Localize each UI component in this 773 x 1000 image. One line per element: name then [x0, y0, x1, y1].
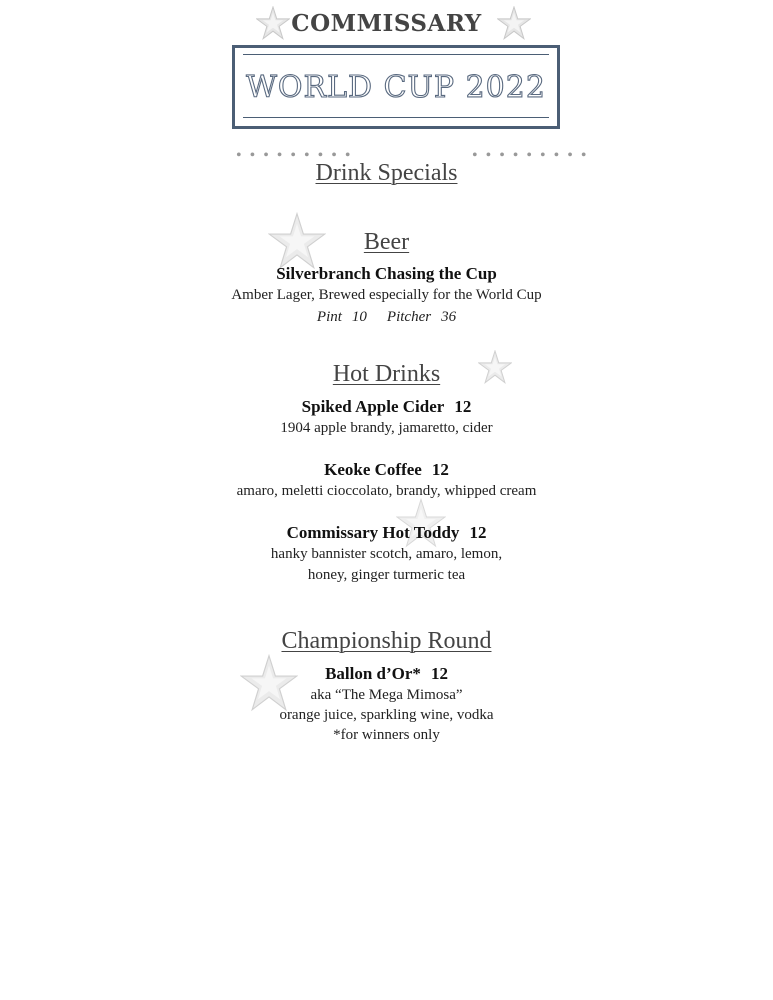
item-price: 12 — [454, 397, 472, 416]
dot-divider-right: • • • • • • • • • — [472, 147, 589, 164]
section-heading-hot-drinks: Hot Drinks — [332, 361, 441, 387]
event-title: WORLD CUP 2022 — [246, 70, 546, 105]
item-description: Amber Lager, Brewed especially for the World Cup — [231, 287, 542, 303]
item-price: 12 — [430, 664, 448, 683]
pitcher-label: Pitcher — [386, 309, 432, 325]
section-heading-beer: Beer — [363, 229, 410, 255]
title-frame — [232, 45, 560, 129]
item-name — [0, 460, 773, 480]
item-name: Silverbranch Chasing the Cup — [276, 264, 497, 283]
item-price: 12 — [431, 460, 449, 479]
dot-divider-left: • • • • • • • • • — [236, 147, 353, 164]
item-title: Commissary Hot Toddy — [286, 523, 460, 542]
pint-label: Pint — [316, 309, 342, 325]
item-title: Keoke Coffee — [324, 460, 422, 479]
item-description: aka “The Mega Mimosa” — [310, 687, 463, 703]
item-description: orange juice, sparkling wine, vodka — [279, 707, 494, 723]
menu-title: Drink Specials — [315, 160, 458, 186]
item-description: 1904 apple brandy, jamaretto, cider — [280, 420, 493, 436]
item-description: honey, ginger turmeric tea — [307, 567, 466, 583]
item-title: Spiked Apple Cider — [301, 397, 445, 416]
item-price: 12 — [469, 523, 487, 542]
pint-price: 10 — [351, 309, 367, 325]
frame-rule-top — [243, 54, 549, 55]
item-name — [0, 664, 773, 684]
item-description: amaro, meletti cioccolato, brandy, whipped cream — [236, 483, 537, 499]
beer-prices — [0, 309, 773, 326]
item-name — [0, 397, 773, 417]
brand-name: COMMISSARY — [291, 10, 482, 37]
item-name — [0, 523, 773, 543]
item-description: hanky bannister scotch, amaro, lemon, — [270, 546, 503, 562]
item-footnote: *for winners only — [333, 727, 440, 743]
item-title: Ballon d’Or* — [325, 664, 421, 683]
frame-rule-bottom — [243, 117, 549, 118]
pitcher-price: 36 — [441, 309, 457, 325]
section-heading-championship: Championship Round — [281, 628, 492, 654]
